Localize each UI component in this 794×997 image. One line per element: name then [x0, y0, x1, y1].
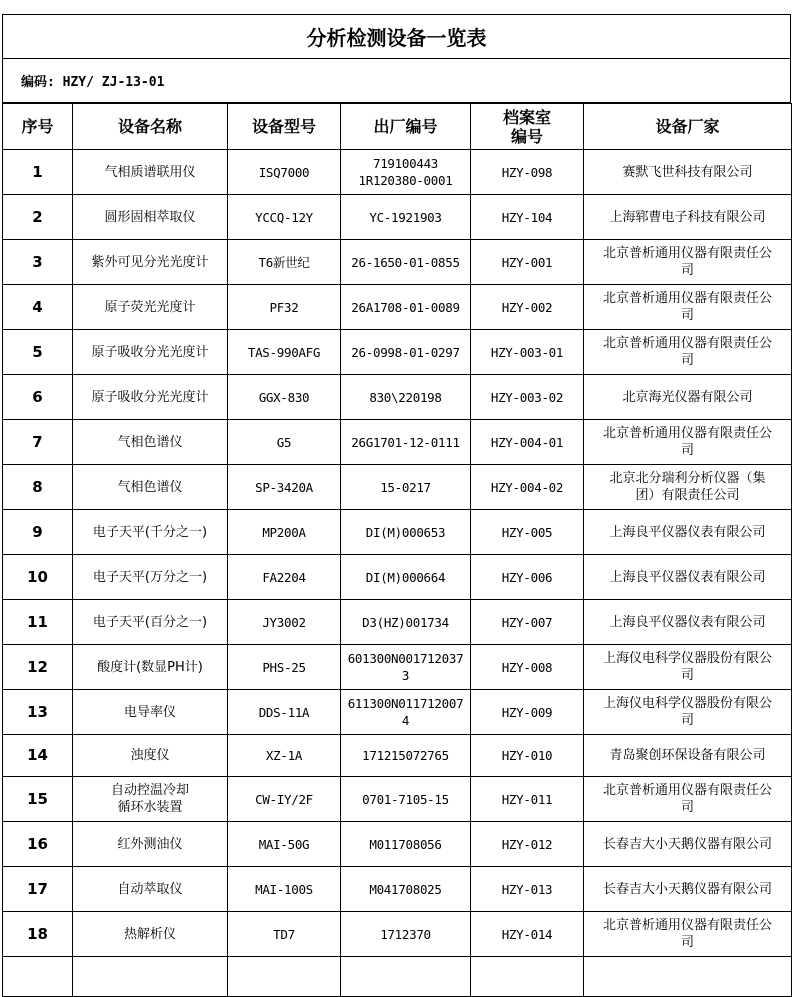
cell-manufacturer: 长春吉大小天鹅仪器有限公司	[584, 822, 792, 867]
cell-no: 10	[3, 555, 73, 600]
cell-model: TAS-990AFG	[228, 330, 341, 375]
table-row	[3, 645, 792, 690]
cell-manufacturer: 北京普析通用仪器有限责任公 司	[584, 420, 792, 465]
document-title: 分析检测设备一览表	[2, 14, 791, 59]
cell-no: 12	[3, 645, 73, 690]
cell-no: 3	[3, 240, 73, 285]
table-row	[3, 150, 792, 195]
equipment-sheet	[2, 14, 791, 997]
header-model: 设备型号	[228, 104, 341, 150]
cell-name: 原子荧光光度计	[73, 285, 228, 330]
header-no: 序号	[3, 104, 73, 150]
cell-name: 自动萃取仪	[73, 867, 228, 912]
cell-serial: YC-1921903	[341, 195, 471, 240]
cell-name: 自动控温冷却 循环水装置	[73, 777, 228, 822]
cell-no: 17	[3, 867, 73, 912]
cell-serial: 601300N001712037 3	[341, 645, 471, 690]
cell-model: G5	[228, 420, 341, 465]
cell-model: CW-IY/2F	[228, 777, 341, 822]
cell-manufacturer: 北京普析通用仪器有限责任公 司	[584, 240, 792, 285]
cell-manufacturer: 上海良平仪器仪表有限公司	[584, 600, 792, 645]
table-header-row	[3, 104, 792, 150]
cell-archive: HZY-003-02	[471, 375, 584, 420]
cell-no: 16	[3, 822, 73, 867]
cell-manufacturer: 赛默飞世科技有限公司	[584, 150, 792, 195]
cell-no: 13	[3, 690, 73, 735]
cell-archive: HZY-013	[471, 867, 584, 912]
cell-no: 7	[3, 420, 73, 465]
table-row	[3, 420, 792, 465]
cell-archive: HZY-098	[471, 150, 584, 195]
cell-serial: 26-0998-01-0297	[341, 330, 471, 375]
cell-model	[228, 957, 341, 997]
cell-name: 圆形固相萃取仪	[73, 195, 228, 240]
cell-name	[73, 957, 228, 997]
header-name: 设备名称	[73, 104, 228, 150]
table-row	[3, 465, 792, 510]
cell-manufacturer	[584, 957, 792, 997]
cell-model: ISQ7000	[228, 150, 341, 195]
cell-manufacturer: 北京普析通用仪器有限责任公 司	[584, 912, 792, 957]
cell-serial: 171215072765	[341, 735, 471, 777]
table-row	[3, 240, 792, 285]
cell-no: 15	[3, 777, 73, 822]
cell-no: 4	[3, 285, 73, 330]
cell-archive: HZY-004-02	[471, 465, 584, 510]
cell-name: 酸度计(数显PH计)	[73, 645, 228, 690]
cell-model: TD7	[228, 912, 341, 957]
cell-serial: DI(M)000653	[341, 510, 471, 555]
cell-no: 5	[3, 330, 73, 375]
cell-manufacturer: 北京海光仪器有限公司	[584, 375, 792, 420]
cell-serial: 26G1701-12-0111	[341, 420, 471, 465]
cell-manufacturer: 北京北分瑞利分析仪器（集 团）有限责任公司	[584, 465, 792, 510]
cell-archive: HZY-010	[471, 735, 584, 777]
cell-model: MP200A	[228, 510, 341, 555]
cell-name: 浊度仪	[73, 735, 228, 777]
table-row	[3, 285, 792, 330]
cell-no: 8	[3, 465, 73, 510]
cell-model: MAI-100S	[228, 867, 341, 912]
cell-model: GGX-830	[228, 375, 341, 420]
equipment-table	[2, 103, 792, 997]
header-serial: 出厂编号	[341, 104, 471, 150]
cell-archive: HZY-012	[471, 822, 584, 867]
cell-model: PF32	[228, 285, 341, 330]
cell-serial: 26A1708-01-0089	[341, 285, 471, 330]
cell-serial: D3(HZ)001734	[341, 600, 471, 645]
cell-name: 热解析仪	[73, 912, 228, 957]
cell-archive: HZY-104	[471, 195, 584, 240]
cell-no: 2	[3, 195, 73, 240]
cell-model: MAI-50G	[228, 822, 341, 867]
cell-no: 9	[3, 510, 73, 555]
document-code: 编码: HZY/ ZJ-13-01	[2, 59, 791, 103]
cell-archive: HZY-003-01	[471, 330, 584, 375]
cell-serial: 719100443 1R120380-0001	[341, 150, 471, 195]
cell-model: FA2204	[228, 555, 341, 600]
cell-manufacturer: 上海郓曹电子科技有限公司	[584, 195, 792, 240]
cell-manufacturer: 上海仪电科学仪器股份有限公 司	[584, 645, 792, 690]
cell-manufacturer: 北京普析通用仪器有限责任公 司	[584, 285, 792, 330]
cell-manufacturer: 北京普析通用仪器有限责任公 司	[584, 777, 792, 822]
cell-archive: HZY-006	[471, 555, 584, 600]
cell-serial: 26-1650-01-0855	[341, 240, 471, 285]
header-manufacturer: 设备厂家	[584, 104, 792, 150]
cell-model: YCCQ-12Y	[228, 195, 341, 240]
header-archive: 档案室 编号	[471, 104, 584, 150]
cell-model: T6新世纪	[228, 240, 341, 285]
cell-archive: HZY-001	[471, 240, 584, 285]
cell-archive: HZY-002	[471, 285, 584, 330]
cell-manufacturer: 上海良平仪器仪表有限公司	[584, 510, 792, 555]
cell-archive: HZY-008	[471, 645, 584, 690]
cell-name: 气相质谱联用仪	[73, 150, 228, 195]
cell-serial: 15-0217	[341, 465, 471, 510]
cell-no: 6	[3, 375, 73, 420]
cell-serial: M041708025	[341, 867, 471, 912]
table-row	[3, 555, 792, 600]
cell-name: 紫外可见分光光度计	[73, 240, 228, 285]
table-row	[3, 375, 792, 420]
cell-serial: M011708056	[341, 822, 471, 867]
cell-serial: 0701-7105-15	[341, 777, 471, 822]
cell-archive: HZY-011	[471, 777, 584, 822]
cell-name: 电子天平(百分之一)	[73, 600, 228, 645]
cell-model: PHS-25	[228, 645, 341, 690]
cell-serial: DI(M)000664	[341, 555, 471, 600]
cell-name: 电子天平(万分之一)	[73, 555, 228, 600]
table-row	[3, 195, 792, 240]
table-row	[3, 600, 792, 645]
cell-serial: 611300N011712007 4	[341, 690, 471, 735]
cell-name: 红外测油仪	[73, 822, 228, 867]
table-row	[3, 690, 792, 735]
cell-archive: HZY-014	[471, 912, 584, 957]
cell-name: 电导率仪	[73, 690, 228, 735]
table-row	[3, 867, 792, 912]
cell-archive: HZY-009	[471, 690, 584, 735]
cell-name: 气相色谱仪	[73, 420, 228, 465]
cell-no	[3, 957, 73, 997]
cell-serial	[341, 957, 471, 997]
cell-model: SP-3420A	[228, 465, 341, 510]
cell-serial: 1712370	[341, 912, 471, 957]
cell-manufacturer: 上海良平仪器仪表有限公司	[584, 555, 792, 600]
table-row	[3, 957, 792, 997]
cell-no: 11	[3, 600, 73, 645]
cell-name: 原子吸收分光光度计	[73, 375, 228, 420]
table-row	[3, 777, 792, 822]
cell-name: 气相色谱仪	[73, 465, 228, 510]
cell-archive: HZY-005	[471, 510, 584, 555]
cell-model: XZ-1A	[228, 735, 341, 777]
table-row	[3, 735, 792, 777]
cell-no: 1	[3, 150, 73, 195]
cell-name: 电子天平(千分之一)	[73, 510, 228, 555]
cell-archive: HZY-004-01	[471, 420, 584, 465]
cell-model: JY3002	[228, 600, 341, 645]
cell-no: 18	[3, 912, 73, 957]
cell-serial: 830\220198	[341, 375, 471, 420]
cell-name: 原子吸收分光光度计	[73, 330, 228, 375]
cell-archive	[471, 957, 584, 997]
table-row	[3, 912, 792, 957]
table-row	[3, 510, 792, 555]
cell-no: 14	[3, 735, 73, 777]
cell-manufacturer: 上海仪电科学仪器股份有限公 司	[584, 690, 792, 735]
cell-model: DDS-11A	[228, 690, 341, 735]
cell-manufacturer: 青岛聚创环保设备有限公司	[584, 735, 792, 777]
cell-archive: HZY-007	[471, 600, 584, 645]
cell-manufacturer: 长春吉大小天鹅仪器有限公司	[584, 867, 792, 912]
table-body	[3, 150, 792, 997]
table-row	[3, 822, 792, 867]
cell-manufacturer: 北京普析通用仪器有限责任公 司	[584, 330, 792, 375]
table-row	[3, 330, 792, 375]
